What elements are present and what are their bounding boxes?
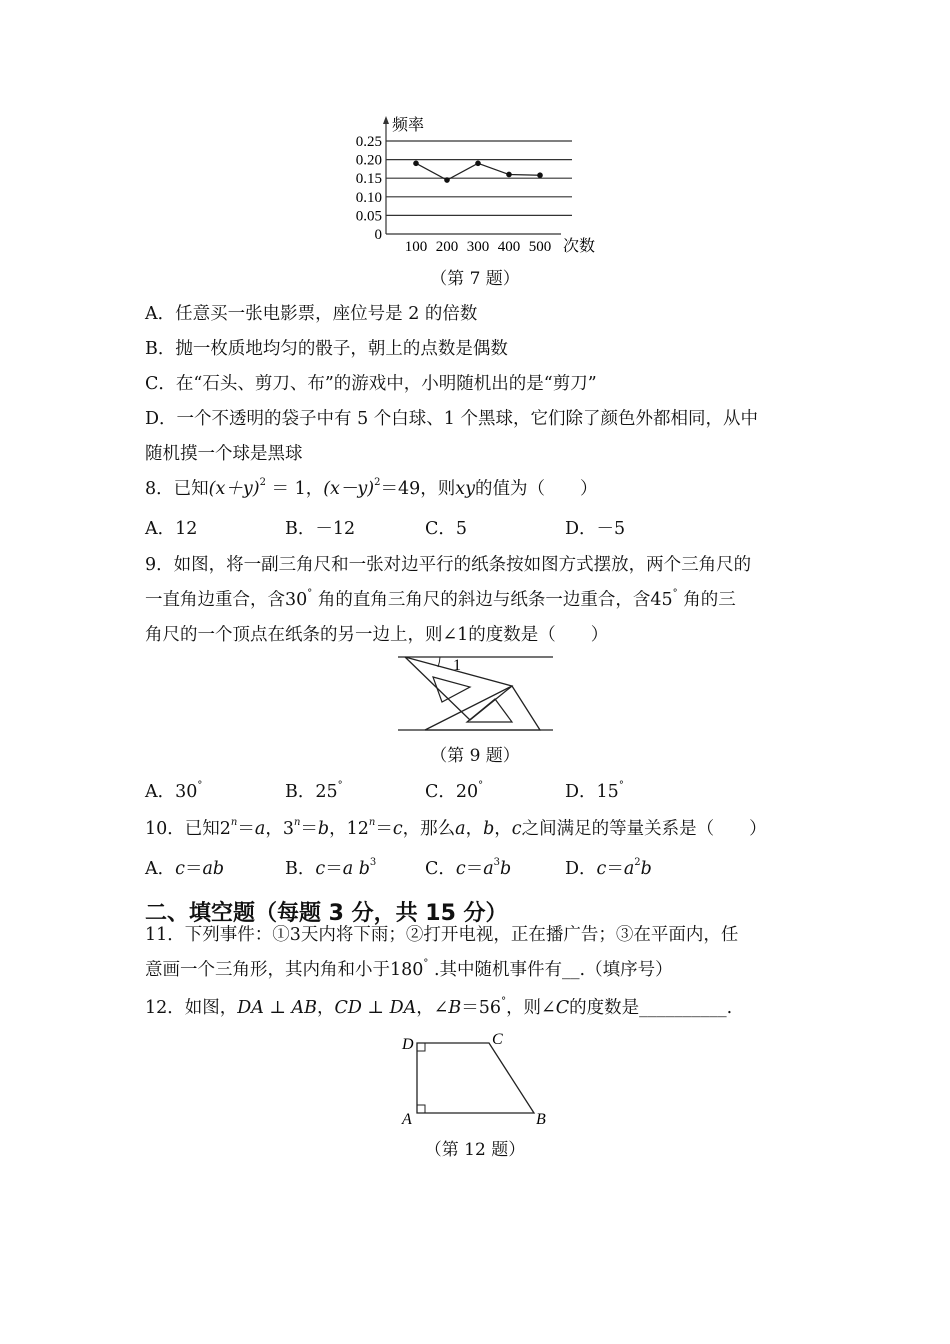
y-tick-label: 0.25 [355,134,382,150]
frequency-line-chart [0,0,950,280]
x-tick-label: 500 [528,239,552,255]
q8-option-c: C．5 [425,519,468,539]
q12-trapezoid-figure [0,1030,950,1140]
x-tick-label: 100 [404,239,428,255]
q8-option-d: D．－5 [565,519,626,539]
label-d: D [402,1036,414,1053]
q11-line-2: 意画一个三角形，其内角和小于180° .其中随机事件有__.（填序号） [145,958,673,980]
angle-1-arc [438,657,440,667]
q8-option-a: A．12 [145,519,198,539]
q10-option-b: B．c＝a $b^3$ [285,857,377,879]
q7-caption: （第 7 题） [430,269,520,289]
q7-option-d: D．一个不透明的袋子中有 5 个白球、1 个黑球，它们除了颜色外都相同，从中 [145,409,758,429]
right-angle-mark-a [417,1105,425,1113]
y-axis-label: 频率 [392,117,425,134]
q8-option-b: B．－12 [285,519,356,539]
q7-option-a: A．任意买一张电影票，座位号是 2 的倍数 [145,304,478,324]
q7-option-d-cont: 随机摸一个球是黑球 [145,444,303,464]
q10-option-c: C．$c=a^3b$ [425,857,512,879]
trapezoid-abcd [417,1043,534,1113]
right-angle-mark-d [417,1043,425,1051]
x-tick-label: 300 [466,239,490,255]
y-tick-label: 0.15 [355,171,382,188]
data-point [537,172,543,178]
q8-question: 8．已知$(x+y)^2 = 1$，$(x-y)^2=49$，则xy的值为（ ） [145,477,598,499]
q9-line-1: 9．如图，将一副三角尺和一张对边平行的纸条按如图方式摆放，两个三角尺的 [145,555,752,575]
q9-line-3: 角尺的一个顶点在纸条的另一边上，则∠1的度数是（ ） [145,625,609,645]
q9-option-a: A．30° [145,780,203,802]
q9-caption: （第 9 题） [430,746,520,766]
y-tick-label: 0.20 [355,152,382,169]
q10-option-a: A．c＝ab [145,859,225,879]
q11-line-1: 11．下列事件：①3天内将下雨；②打开电视，正在播广告；③在平面内，任 [145,925,739,945]
q9-option-c: C．20° [425,780,484,802]
q9-triangle-ruler-figure [0,650,950,750]
q9-option-d: D．15° [565,780,624,802]
label-a: A [402,1111,412,1128]
q12-question: 12．如图，DA ⊥ AB，CD ⊥ DA，∠B＝56°，则∠C的度数是__________. [145,996,733,1018]
data-point [444,177,450,183]
y-tick-label: 0.05 [355,208,382,225]
data-point [506,172,512,178]
section-2-title: 二、填空题（每题 3 分，共 15 分） [145,901,508,926]
y-tick-label: 0 [374,227,382,243]
q7-option-c: C．在“石头、剪刀、布”的游戏中，小明随机出的是“剪刀” [145,374,597,394]
data-point [475,161,481,167]
x-axis-label: 次数 [563,238,596,255]
x-tick-label: 400 [497,239,521,255]
triangle-45-inner [467,699,512,722]
x-tick-label: 200 [435,239,459,255]
angle-1-label: 1 [453,657,461,674]
label-b: B [536,1111,546,1128]
q12-caption: （第 12 题） [424,1140,526,1160]
q9-line-2: 一直角边重合，含30° 角的直角三角尺的斜边与纸条一边重合，含45° 角的三 [145,588,736,610]
label-c: C [492,1031,503,1048]
q10-question: 10．已知$2^n=a$，$3^n=b$，$12^n=c$，那么a，b，c之间满足的等量关系是（ ） [145,817,767,839]
y-axis-arrow [383,116,389,124]
q10-option-d: D．$c=a^2b$ [565,857,652,879]
q7-option-b: B．抛一枚质地均匀的骰子，朝上的点数是偶数 [145,339,508,359]
y-tick-label: 0.10 [355,189,382,206]
data-point [413,161,419,167]
q9-option-b: B．25° [285,780,343,802]
